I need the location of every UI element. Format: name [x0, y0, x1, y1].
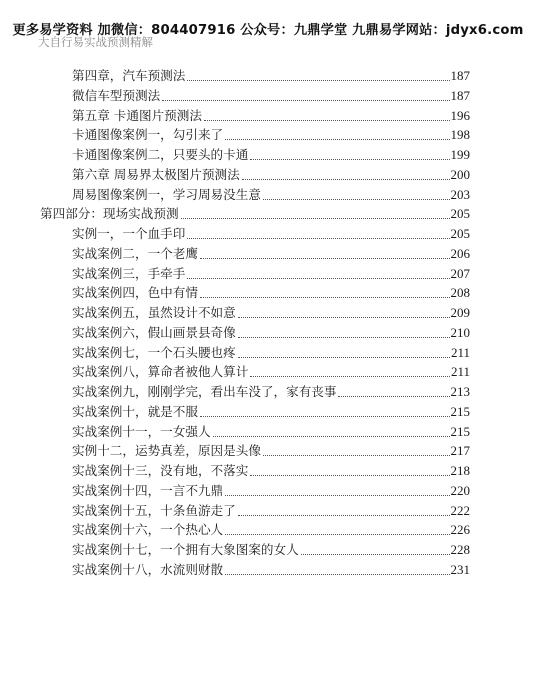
toc-entry-title: 实战案例十，就是不服: [72, 403, 198, 419]
toc-entry-title: 实战案例十一，一女强人: [72, 423, 211, 439]
toc-entry: [72, 420, 470, 440]
toc-entry: [72, 380, 470, 400]
toc-entry-title: 实战案例四，色中有情: [72, 285, 198, 301]
leader-dots: [200, 416, 450, 417]
toc-entry-title: 微信车型预测法: [72, 87, 161, 103]
toc-entry: [72, 538, 470, 558]
toc-entry: [72, 281, 470, 301]
toc-page-number: 205: [450, 226, 470, 241]
toc-page-number: 210: [450, 324, 470, 340]
toc-page-number: 222: [450, 502, 470, 518]
leader-dots: [200, 258, 450, 259]
toc-entry-title: 实例十二，运势真差，原因是头像: [72, 443, 261, 459]
toc-entry: [72, 479, 470, 499]
toc-entry-title: 实战案例七，一个石头腰也疼: [72, 344, 236, 360]
toc-entry: [72, 183, 470, 203]
leader-dots: [187, 80, 449, 81]
toc-entry: [72, 321, 470, 341]
toc-entry: [72, 341, 470, 361]
toc-part-heading: [40, 202, 470, 222]
toc-page-number: 228: [450, 542, 470, 557]
toc-entry-title: 实战案例十六，一个热心人: [72, 522, 224, 538]
toc-page-number: 200: [450, 166, 470, 182]
toc-entry-title: 第四部分：现场实战预测: [40, 206, 179, 222]
toc-entry-title: 第四章，汽车预测法: [72, 68, 186, 83]
toc-entry-title: 卡通图像案例二，只要头的卡通: [72, 147, 249, 162]
toc-entry-title: 实战案例二，一个老鹰: [72, 245, 198, 261]
toc-page-number: 207: [450, 265, 470, 281]
leader-dots: [200, 297, 450, 298]
toc-entry: [72, 242, 470, 262]
leader-dots: [238, 337, 450, 338]
toc-entry: [72, 558, 470, 578]
toc-page-number: 205: [450, 206, 470, 222]
toc-entry-title: 实战案例九，刚刚学完，看出车没了，家有丧事: [72, 384, 337, 399]
toc-entry-title: 卡通图像案例一，勾引来了: [72, 127, 224, 143]
toc-entry: [72, 123, 470, 143]
toc-page-number: 208: [450, 285, 470, 301]
toc-entry: [72, 222, 470, 242]
toc-entry-title: 实战案例八，算命者被他人算计: [72, 364, 249, 380]
toc-page-number: 206: [450, 245, 470, 261]
toc-entry-title: 第六章 周易界太极图片预测法: [72, 166, 240, 182]
toc-entry-title: 实例一，一个血手印: [72, 226, 186, 241]
toc-page-number: 218: [450, 463, 470, 478]
toc-entry: [72, 64, 470, 84]
toc-page-number: 187: [450, 87, 470, 103]
toc-page-number: 215: [450, 403, 470, 419]
leader-dots: [250, 159, 449, 160]
leader-dots: [301, 554, 450, 555]
toc-entry: [72, 439, 470, 459]
toc-entry-title: 实战案例十三，没有地，不落实: [72, 463, 249, 478]
leader-dots: [187, 278, 449, 279]
toc-entry-title: 实战案例十四，一言不九鼎: [72, 482, 224, 498]
toc-entry: [72, 163, 470, 183]
toc-page-number: 203: [450, 186, 470, 202]
toc-page-number: 213: [450, 384, 470, 399]
leader-dots: [225, 495, 449, 496]
toc-page-number: 226: [450, 522, 470, 538]
toc-entry: [72, 400, 470, 420]
toc-page-number: 211: [450, 364, 470, 380]
toc-page-number: 198: [450, 127, 470, 143]
leader-dots: [263, 199, 450, 200]
toc-entry: [72, 262, 470, 282]
toc-entry: [72, 518, 470, 538]
leader-dots: [338, 396, 449, 397]
leader-dots: [250, 475, 449, 476]
toc-entry-title: 实战案例十五，十条鱼游走了: [72, 502, 236, 518]
toc-page-number: 196: [450, 107, 470, 123]
toc-entry: [72, 301, 470, 321]
leader-dots: [225, 574, 449, 575]
toc-entry: [72, 104, 470, 124]
leader-dots: [225, 534, 449, 535]
toc-entry-title: 实战案例十七，一个拥有大象图案的女人: [72, 542, 299, 557]
leader-dots: [238, 515, 450, 516]
toc-page-number: 187: [450, 68, 470, 83]
toc-entry: [72, 84, 470, 104]
toc-page-number: 215: [450, 423, 470, 439]
toc-entry: [72, 499, 470, 519]
header-banner: 更多易学资料 加微信：804407916 公众号：九鼎学堂 九鼎易学网站：jdyx6.com: [12, 23, 524, 38]
toc-entry-title: 第五章 卡通图片预测法: [72, 107, 202, 123]
leader-dots: [238, 357, 450, 358]
leader-dots: [213, 436, 450, 437]
running-header: 大自行易实战预测精解: [38, 35, 153, 49]
toc-entry-title: 实战案例五，虽然设计不如意: [72, 305, 236, 320]
toc-entry-title: 实战案例六，假山画景县奇像: [72, 324, 236, 340]
leader-dots: [238, 317, 450, 318]
leader-dots: [242, 179, 450, 180]
toc-page-number: 211: [450, 344, 470, 360]
toc-page-number: 209: [450, 305, 470, 320]
toc-entry: [72, 143, 470, 163]
leader-dots: [187, 238, 449, 239]
leader-dots: [204, 120, 450, 121]
toc-entry: [72, 459, 470, 479]
toc-entry-title: 周易图像案例一，学习周易没生意: [72, 186, 261, 202]
toc-page-number: 220: [450, 482, 470, 498]
toc-page-number: 199: [450, 147, 470, 162]
toc-entry-title: 实战案例三，手牵手: [72, 265, 186, 281]
toc-page-number: 217: [450, 443, 470, 459]
toc-entry: [72, 360, 470, 380]
leader-dots: [162, 100, 449, 101]
leader-dots: [181, 218, 450, 219]
toc-page-number: 231: [450, 561, 470, 577]
leader-dots: [263, 455, 450, 456]
leader-dots: [225, 139, 449, 140]
leader-dots: [250, 376, 450, 377]
toc-entry-title: 实战案例十八，水流则财散: [72, 561, 224, 577]
